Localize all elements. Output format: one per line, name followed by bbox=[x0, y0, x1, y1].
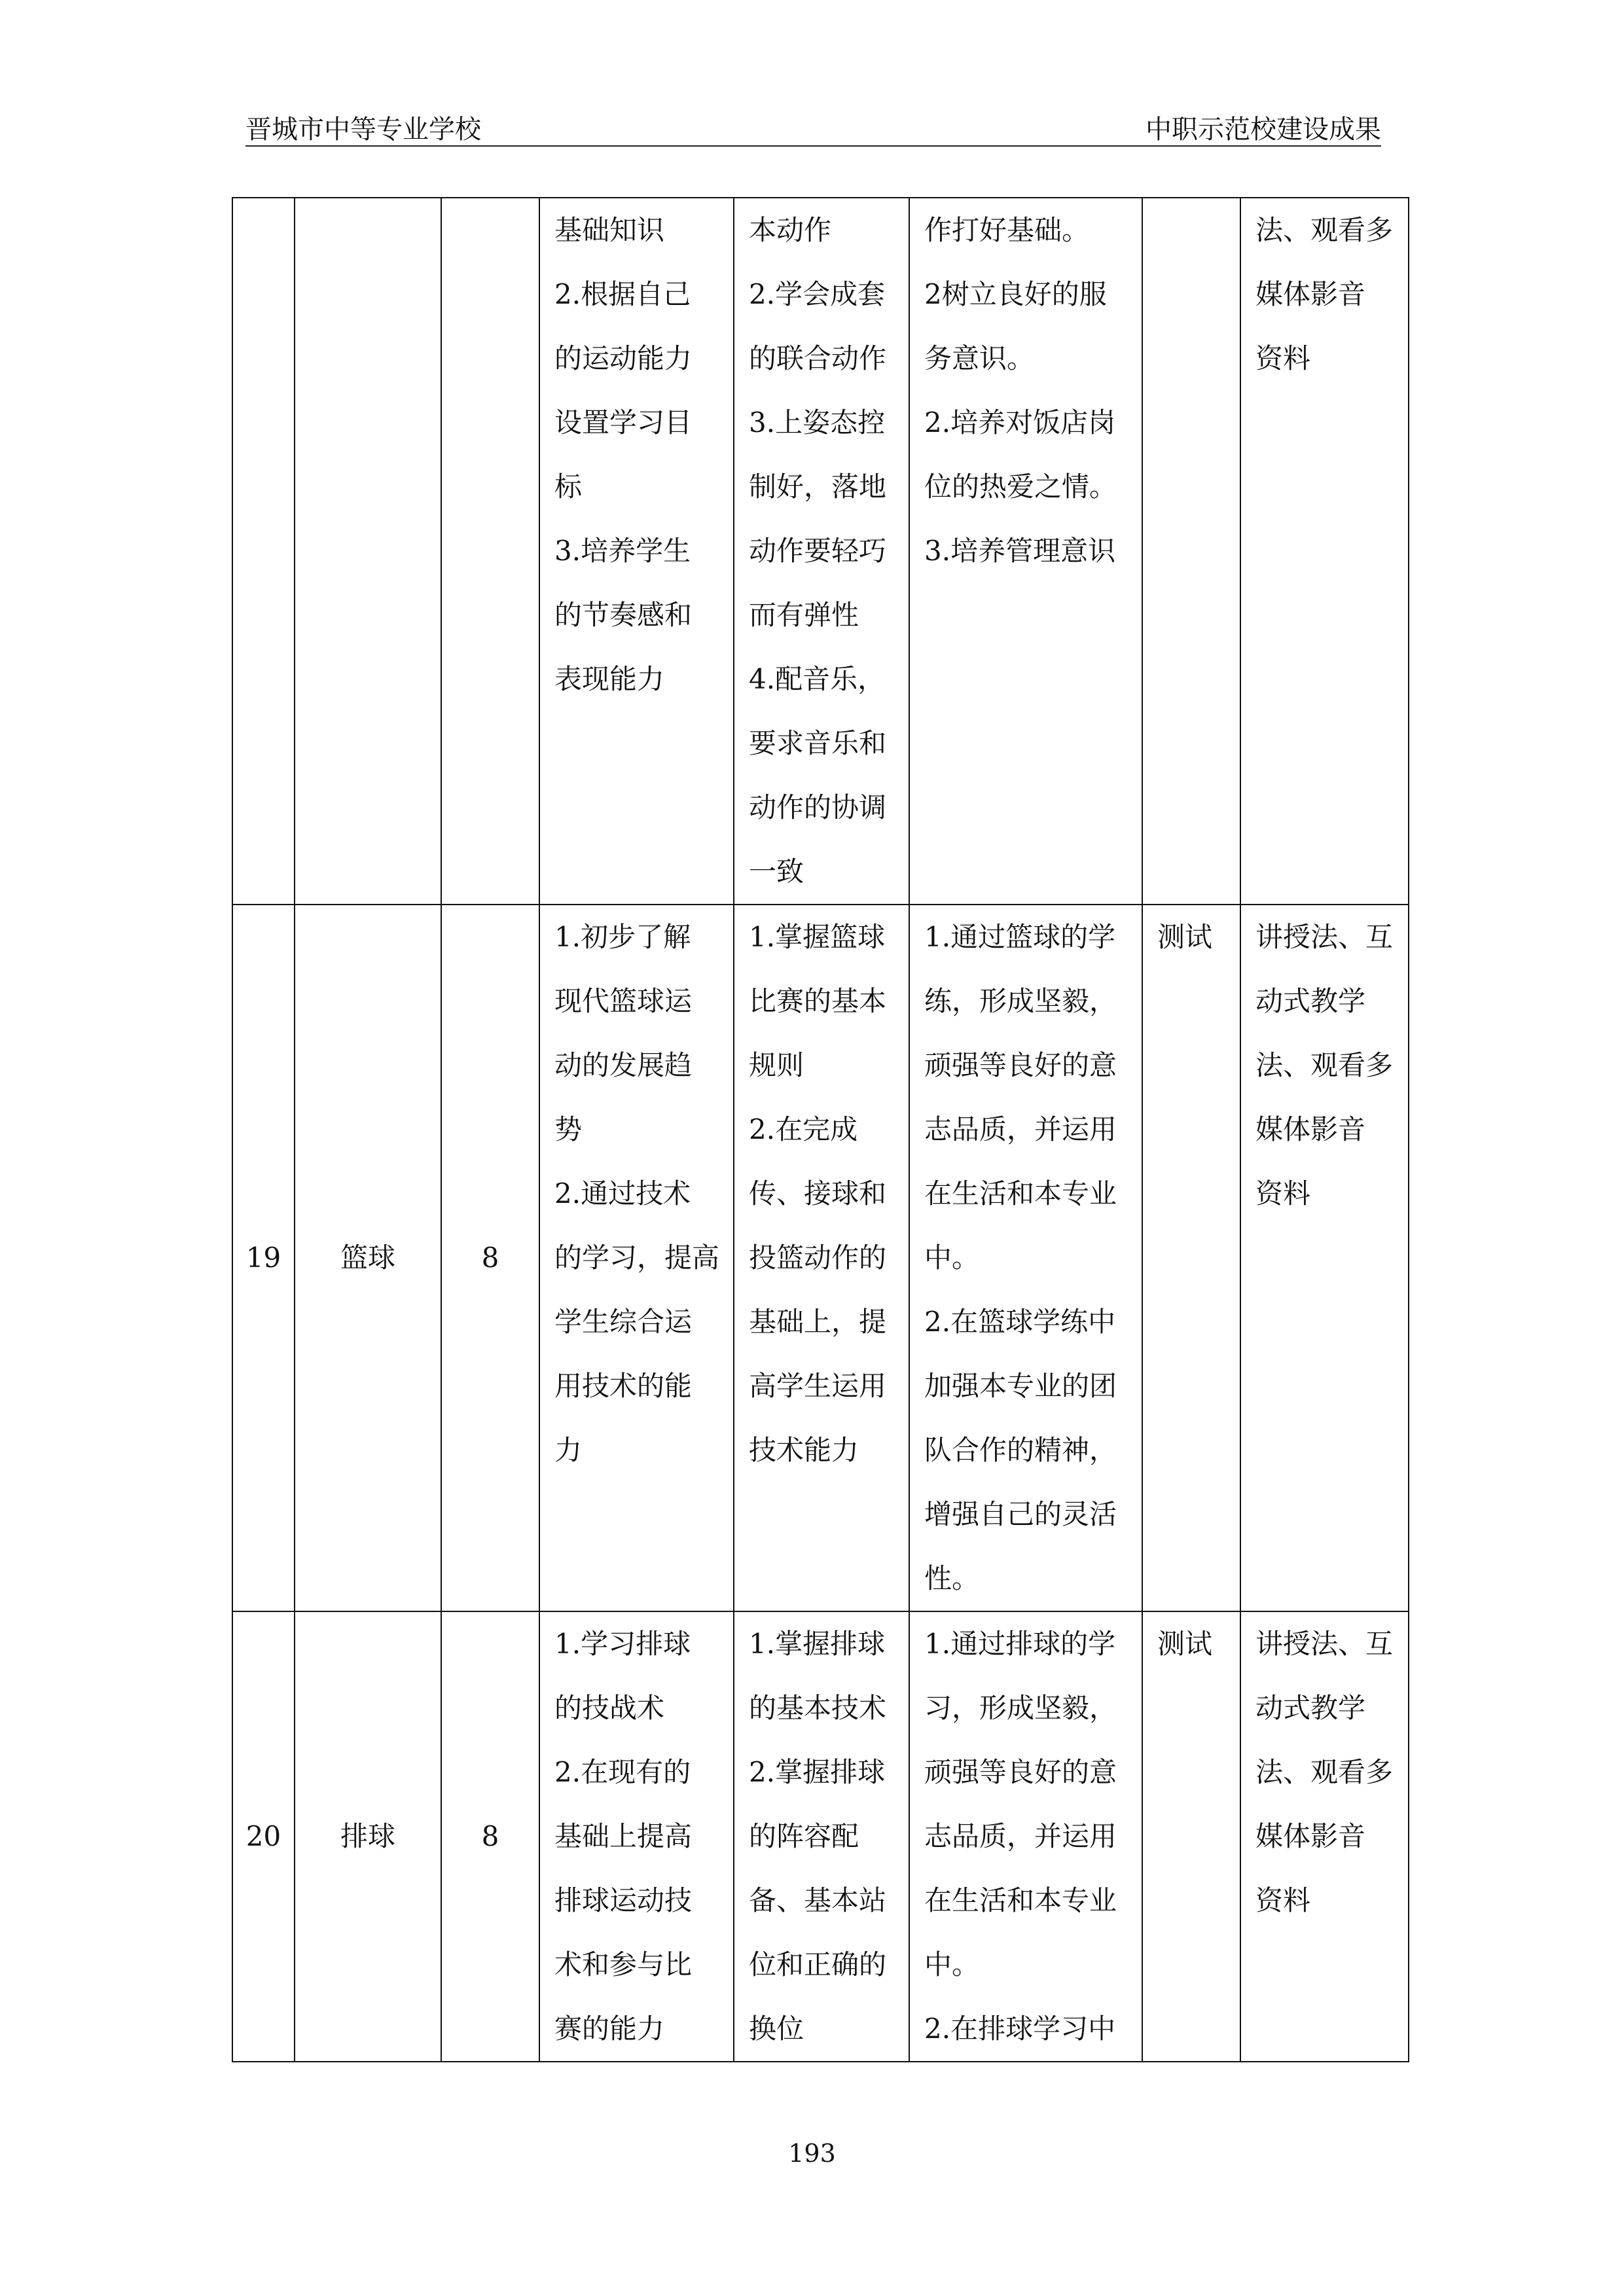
cell-line: 2.在排球学习中 bbox=[924, 2013, 1116, 2045]
cell-line: 而有弹性 bbox=[749, 599, 859, 631]
cell-line: 法、观看多 bbox=[1255, 1756, 1394, 1788]
cell-line: 动作的协调 bbox=[749, 791, 887, 823]
cell-line: 动式教学 bbox=[1255, 985, 1366, 1017]
cell-line: 讲授法、互 bbox=[1255, 1628, 1394, 1660]
cell-line: 务意识。 bbox=[924, 342, 1035, 374]
lesson-number-cell: 20 bbox=[232, 1611, 295, 2062]
cell-line: 标 bbox=[554, 471, 583, 503]
cell-line: 动的发展趋 bbox=[554, 1049, 693, 1081]
assessment-cell bbox=[1142, 1611, 1240, 2062]
cell-line: 比赛的基本 bbox=[749, 985, 887, 1017]
lesson-name-cell: 排球 bbox=[295, 1611, 441, 2062]
teaching-method-cell bbox=[1240, 1611, 1409, 2062]
cell-line: 顽强等良好的意 bbox=[924, 1049, 1117, 1081]
cell-line: 3.培养学生 bbox=[554, 535, 691, 567]
cell-line: 2.通过技术 bbox=[554, 1177, 691, 1210]
lesson-hours-cell: 8 bbox=[441, 1611, 539, 2062]
cell-line: 媒体影音 bbox=[1255, 278, 1366, 310]
cell-line: 位的热爱之情。 bbox=[924, 471, 1117, 503]
cell-line: 队合作的精神， bbox=[924, 1434, 1117, 1466]
quality-goal-cell bbox=[909, 198, 1142, 905]
cell-line: 中。 bbox=[924, 1242, 980, 1274]
cell-line: 测试 bbox=[1157, 921, 1213, 953]
cell-line: 讲授法、互 bbox=[1255, 921, 1394, 953]
header-divider bbox=[245, 145, 1381, 147]
cell-line: 中。 bbox=[924, 1948, 980, 1981]
cell-line: 的节奏感和 bbox=[554, 599, 693, 631]
cell-line: 志品质，并运用 bbox=[924, 1820, 1117, 1852]
cell-line: 法、观看多 bbox=[1255, 214, 1394, 246]
cell-line: 媒体影音 bbox=[1255, 1113, 1366, 1145]
lesson-number-cell bbox=[232, 198, 295, 905]
cell-line: 本动作 bbox=[749, 214, 832, 246]
cell-line: 3.上姿态控 bbox=[749, 406, 886, 439]
cell-line: 2.根据自己 bbox=[554, 278, 691, 310]
cell-line: 要求音乐和 bbox=[749, 727, 887, 759]
cell-line: 高学生运用 bbox=[749, 1370, 887, 1402]
quality-goal-cell bbox=[909, 905, 1142, 1611]
cell-line: 志品质，并运用 bbox=[924, 1113, 1117, 1145]
cell-line: 1.学习排球 bbox=[554, 1628, 691, 1660]
cell-line: 3.培养管理意识 bbox=[924, 535, 1116, 567]
cell-line: 表现能力 bbox=[554, 663, 665, 695]
cell-line: 在生活和本专业 bbox=[924, 1177, 1117, 1210]
teaching-content-cell bbox=[734, 905, 909, 1611]
cell-line: 动作要轻巧 bbox=[749, 535, 887, 567]
table-row bbox=[232, 1611, 1409, 2062]
cell-line: 的技战术 bbox=[554, 1692, 665, 1724]
teaching-goal-cell bbox=[539, 1611, 734, 2062]
cell-line: 资料 bbox=[1255, 342, 1311, 374]
cell-line: 用技术的能 bbox=[554, 1370, 693, 1402]
cell-line: 的学习，提高 bbox=[554, 1242, 720, 1274]
cell-line: 增强自己的灵活 bbox=[924, 1498, 1117, 1530]
cell-line: 术和参与比 bbox=[554, 1948, 693, 1981]
cell-line: 投篮动作的 bbox=[749, 1242, 887, 1274]
cell-line: 势 bbox=[554, 1113, 583, 1145]
cell-line: 设置学习目 bbox=[554, 406, 693, 439]
course-table bbox=[232, 197, 1409, 2062]
cell-line: 顽强等良好的意 bbox=[924, 1756, 1117, 1788]
teaching-goal-cell bbox=[539, 905, 734, 1611]
lesson-name-cell bbox=[295, 198, 441, 905]
cell-line: 规则 bbox=[749, 1049, 804, 1081]
cell-line: 基础上提高 bbox=[554, 1820, 693, 1852]
cell-line: 的阵容配 bbox=[749, 1820, 859, 1852]
cell-line: 法、观看多 bbox=[1255, 1049, 1394, 1081]
cell-line: 资料 bbox=[1255, 1177, 1311, 1210]
cell-line: 一致 bbox=[749, 855, 804, 888]
cell-line: 赛的能力 bbox=[554, 2013, 665, 2045]
cell-line: 学生综合运 bbox=[554, 1306, 693, 1338]
cell-line: 加强本专业的团 bbox=[924, 1370, 1117, 1402]
teaching-content-cell bbox=[734, 1611, 909, 2062]
cell-line: 2.在完成 bbox=[749, 1113, 858, 1145]
document-title: 中职示范校建设成果 bbox=[1146, 115, 1381, 145]
cell-line: 传、接球和 bbox=[749, 1177, 887, 1210]
lesson-hours-cell bbox=[441, 198, 539, 905]
cell-line: 1.掌握篮球 bbox=[749, 921, 886, 953]
cell-line: 性。 bbox=[924, 1562, 980, 1594]
cell-line: 习，形成坚毅， bbox=[924, 1692, 1117, 1724]
cell-line: 的联合动作 bbox=[749, 342, 887, 374]
cell-line: 2.学会成套 bbox=[749, 278, 886, 310]
cell-line: 基础知识 bbox=[554, 214, 665, 246]
cell-line: 2.掌握排球 bbox=[749, 1756, 886, 1788]
page-header bbox=[245, 113, 1381, 147]
teaching-content-cell bbox=[734, 198, 909, 905]
cell-line: 作打好基础。 bbox=[924, 214, 1090, 246]
cell-line: 2.培养对饭店岗 bbox=[924, 406, 1116, 439]
cell-line: 位和正确的 bbox=[749, 1948, 887, 1981]
cell-line: 力 bbox=[554, 1434, 583, 1466]
table-row bbox=[232, 198, 1409, 905]
lesson-number-cell: 19 bbox=[232, 905, 295, 1611]
cell-line: 制好，落地 bbox=[749, 471, 887, 503]
cell-line: 换位 bbox=[749, 2013, 804, 2045]
cell-line: 1.掌握排球 bbox=[749, 1628, 886, 1660]
cell-line: 的运动能力 bbox=[554, 342, 693, 374]
assessment-cell bbox=[1142, 905, 1240, 1611]
cell-line: 排球运动技 bbox=[554, 1884, 693, 1916]
teaching-method-cell bbox=[1240, 198, 1409, 905]
lesson-name-cell: 篮球 bbox=[295, 905, 441, 1611]
cell-line: 现代篮球运 bbox=[554, 985, 693, 1017]
cell-line: 基础上，提 bbox=[749, 1306, 887, 1338]
quality-goal-cell bbox=[909, 1611, 1142, 2062]
cell-line: 备、基本站 bbox=[749, 1884, 887, 1916]
school-name: 晋城市中等专业学校 bbox=[245, 115, 481, 145]
cell-line: 2.在篮球学练中 bbox=[924, 1306, 1116, 1338]
cell-line: 资料 bbox=[1255, 1884, 1311, 1916]
cell-line: 技术能力 bbox=[749, 1434, 859, 1466]
cell-line: 的基本技术 bbox=[749, 1692, 887, 1724]
table-row bbox=[232, 905, 1409, 1611]
cell-line: 2.在现有的 bbox=[554, 1756, 691, 1788]
cell-line: 1.初步了解 bbox=[554, 921, 691, 953]
cell-line: 媒体影音 bbox=[1255, 1820, 1366, 1852]
cell-line: 测试 bbox=[1157, 1628, 1213, 1660]
assessment-cell bbox=[1142, 198, 1240, 905]
page-number: 193 bbox=[788, 2139, 836, 2168]
cell-line: 1.通过排球的学 bbox=[924, 1628, 1116, 1660]
cell-line: 在生活和本专业 bbox=[924, 1884, 1117, 1916]
teaching-goal-cell bbox=[539, 198, 734, 905]
cell-line: 4.配音乐， bbox=[749, 663, 886, 695]
teaching-method-cell bbox=[1240, 905, 1409, 1611]
cell-line: 动式教学 bbox=[1255, 1692, 1366, 1724]
cell-line: 2树立良好的服 bbox=[924, 278, 1107, 310]
cell-line: 1.通过篮球的学 bbox=[924, 921, 1116, 953]
lesson-hours-cell: 8 bbox=[441, 905, 539, 1611]
cell-line: 练，形成坚毅， bbox=[924, 985, 1117, 1017]
